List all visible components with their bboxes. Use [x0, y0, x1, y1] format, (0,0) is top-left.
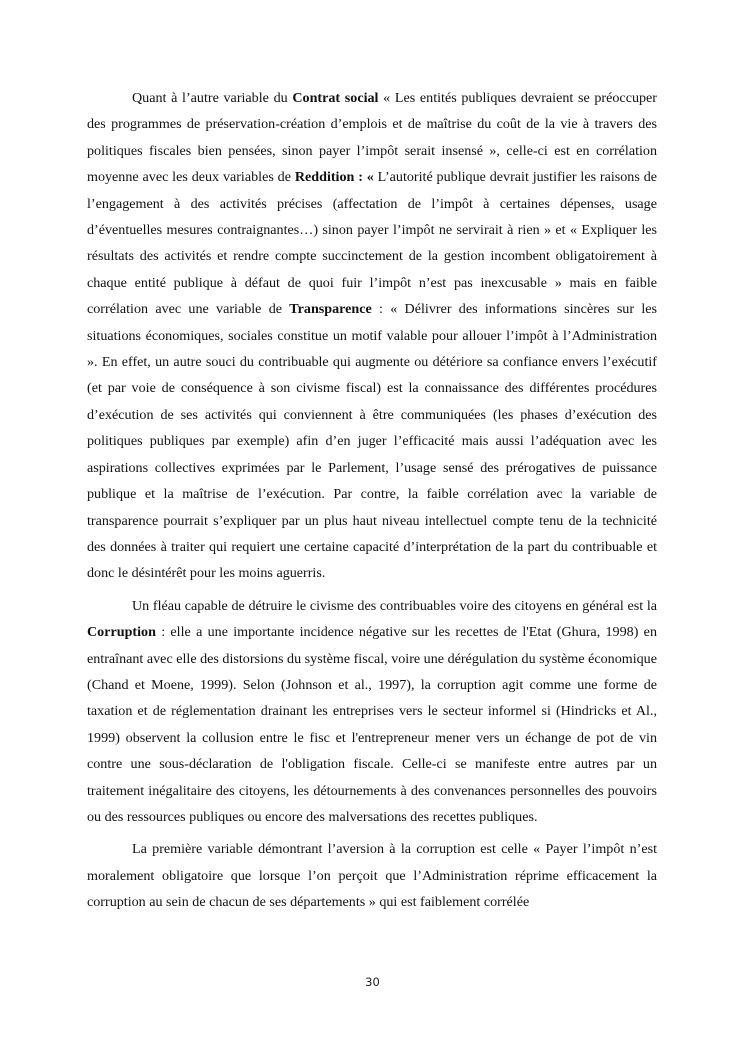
text-run: Un fléau capable de détruire le civisme des contribuables voire des citoyens en général est la [132, 597, 657, 614]
term-reddition: Reddition : « [294, 169, 374, 186]
text-run: : elle a une importante incidence négative sur les recettes de l'Etat (Ghura, 1998) en entraînant avec elle des distorsions du système fiscal, voire une dérégulation du système économique (Chand et Moene, 1999). Selon (Johnson et al., 1997), la corruption agit comme une forme de taxation et de réglementation drainant les entreprises vers le secteur informel si (Hindricks et Al., 1999) observent la collusion entre le fisc et l'entrepreneur mener vers un échange de pot de vin contre une sous-déclaration de l'obligation fiscale. Celle-ci se manifeste entre autres par un traitement inégalitaire des citoyens, les détournements à des convenances personnelles des pouvoirs ou des ressources publiques ou encore des malversations des recettes publiques. [87, 624, 657, 825]
text-run: Quant à l’autre variable du [132, 90, 293, 106]
term-corruption: Corruption [87, 624, 156, 641]
term-contrat-social: Contrat social [292, 90, 379, 106]
term-transparence: Transparence [289, 301, 372, 318]
paragraph-corruption [87, 593, 657, 831]
text-run: : « Délivrer des informations sincères sur les situations économiques, sociales constitue un motif valable pour allouer l’impôt à l’Administration ». En effet, un autre souci du contribuable qui augmente ou détériore sa confiance envers l’exécutif (et par voie de conséquence à son civisme fiscal) est la connaissance des différentes procédures d’exécution de ses activités qui conviennent à être communiquées (les phases d’exécution des politiques publiques par exemple) afin d’en juger l’efficacité mais aussi l’adéquation avec les aspirations collectives exprimées par le Parlement, l’usage sensé des prérogatives de puissance publique et la maîtrise de l’exécution. Par contre, la faible corrélation avec la variable de transparence pourrait s’expliquer par un plus haut niveau intellectuel compte tenu de la technicité des données à traiter qui requiert une certaine capacité d’interprétation de la part du contribuable et donc le désintérêt pour les moins aguerris. [87, 301, 657, 582]
body-text [87, 85, 657, 916]
text-run: « Les entités publiques devraient se préoccuper des programmes de préservation-création d’emplois et de maîtrise du coût de la vie à travers des politiques fiscales bien pensées, sinon payer l’impôt serait insensé », celle-ci est en corrélation moyenne avec les deux variables de [87, 90, 657, 186]
text-run: L’autorité publique devrait justifier les raisons de l’engagement à des activités précises (affectation de l’impôt à certaines dépenses, usage d’éventuelles mesures contraignantes…) sinon payer l’impôt ne servirait à rien » et « Expliquer les résultats des activités et rendre compte succinctement de la gestion incombent obligatoirement à chaque entité publique à défaut de quoi fuir l’impôt n’est pas inexcusable » mais en faible corrélation avec une variable de [87, 169, 657, 318]
paragraph-premiere-variable [87, 836, 657, 915]
paragraph-contrat-social [87, 85, 657, 587]
page-number: 30 [365, 975, 380, 989]
text-run: La première variable démontrant l’aversion à la corruption est celle « Payer l’impôt n’est moralement obligatoire que lorsque l’on perçoit que l’Administration réprime efficacement la corruption au sein de chacun de ses départements » qui est faiblement corrélée [87, 841, 657, 911]
